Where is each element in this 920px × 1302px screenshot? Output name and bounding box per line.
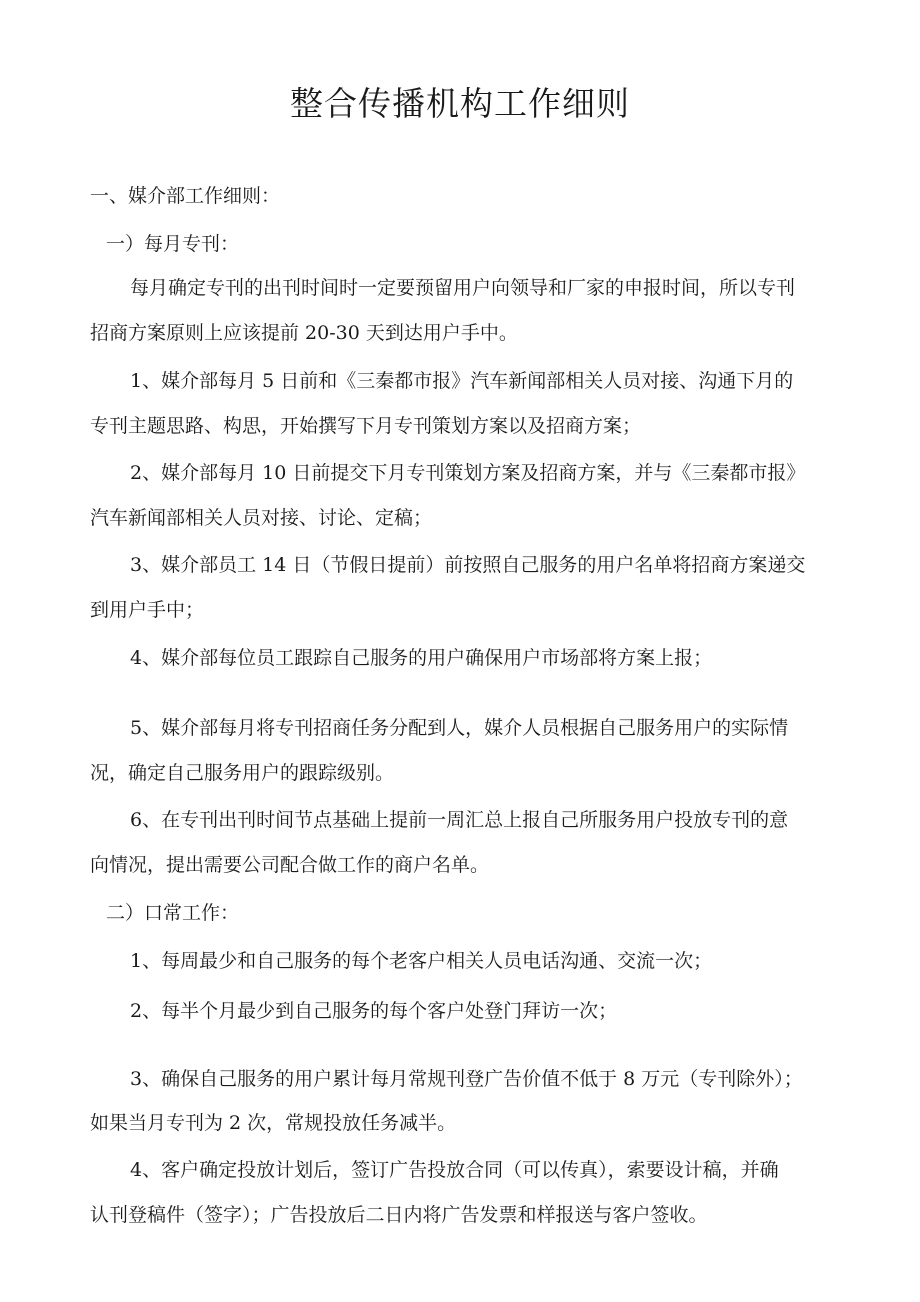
monthly-item-3-line-2: 到用户手中；	[90, 599, 205, 621]
subsection-heading-monthly-special: 一）每月专刊：	[106, 233, 240, 255]
daily-item-4-line-1: 4、客户确定投放计划后，签订广告投放合同（可以传真），索要设计稿，并确	[130, 1159, 779, 1181]
subsection-heading-daily-work: 二）口常工作：	[106, 902, 240, 924]
daily-item-3-line-2: 如果当月专刊为 2 次，常规投放任务减半。	[90, 1112, 457, 1134]
monthly-item-2-line-1: 2、媒介部每月 10 日前提交下月专刊策划方案及招商方案，并与《三秦都市报》	[130, 462, 806, 484]
monthly-item-2-line-2: 汽车新闻部相关人员对接、讨论、定稿；	[90, 507, 433, 529]
daily-item-1-line-1: 1、每周最少和自己服务的每个老客户相关人员电话沟通、交流一次；	[130, 950, 713, 972]
section-heading-media: 一、媒介部工作细则：	[90, 185, 281, 207]
intro-line-2: 招商方案原则上应该提前 20-30 天到达用户手中。	[90, 322, 518, 344]
monthly-item-3-line-1: 3、媒介部员工 14 日（节假日提前）前按照自己服务的用户名单将招商方案递交	[130, 554, 806, 576]
intro-line-1: 每月确定专刊的出刊时间时一定要预留用户向领导和厂家的申报时间，所以专刊	[130, 277, 796, 299]
monthly-item-1-line-2: 专刊主题思路、构思，开始撰写下月专刊策划方案以及招商方案；	[90, 415, 642, 437]
document-title: 整合传播机构工作细则	[290, 84, 630, 123]
monthly-item-5-line-2: 况，确定自己服务用户的跟踪级别。	[90, 762, 395, 784]
monthly-item-6-line-1: 6、在专刊出刊时间节点基础上提前一周汇总上报自己所服务用户投放专刊的意	[130, 809, 789, 831]
monthly-item-1-line-1: 1、媒介部每月 5 日前和《三秦都市报》汽车新闻部相关人员对接、沟通下月的	[130, 370, 794, 392]
daily-item-4-line-2: 认刊登稿件（签字）；广告投放后二日内将广告发票和样报送与客户签收。	[90, 1204, 708, 1226]
monthly-item-6-line-2: 向情况，提出需要公司配合做工作的商户名单。	[90, 854, 490, 876]
daily-item-3-line-1: 3、确保自己服务的用户累计每月常规刊登广告价值不低于 8 万元（专刊除外）；	[130, 1068, 803, 1090]
monthly-item-5-line-1: 5、媒介部每月将专刊招商任务分配到人，媒介人员根据自己服务用户的实际情	[130, 717, 789, 739]
daily-item-2-line-1: 2、每半个月最少到自己服务的每个客户处登门拜访一次；	[130, 1000, 618, 1022]
monthly-item-4-line-1: 4、媒介部每位员工跟踪自己服务的用户确保用户市场部将方案上报；	[130, 647, 713, 669]
